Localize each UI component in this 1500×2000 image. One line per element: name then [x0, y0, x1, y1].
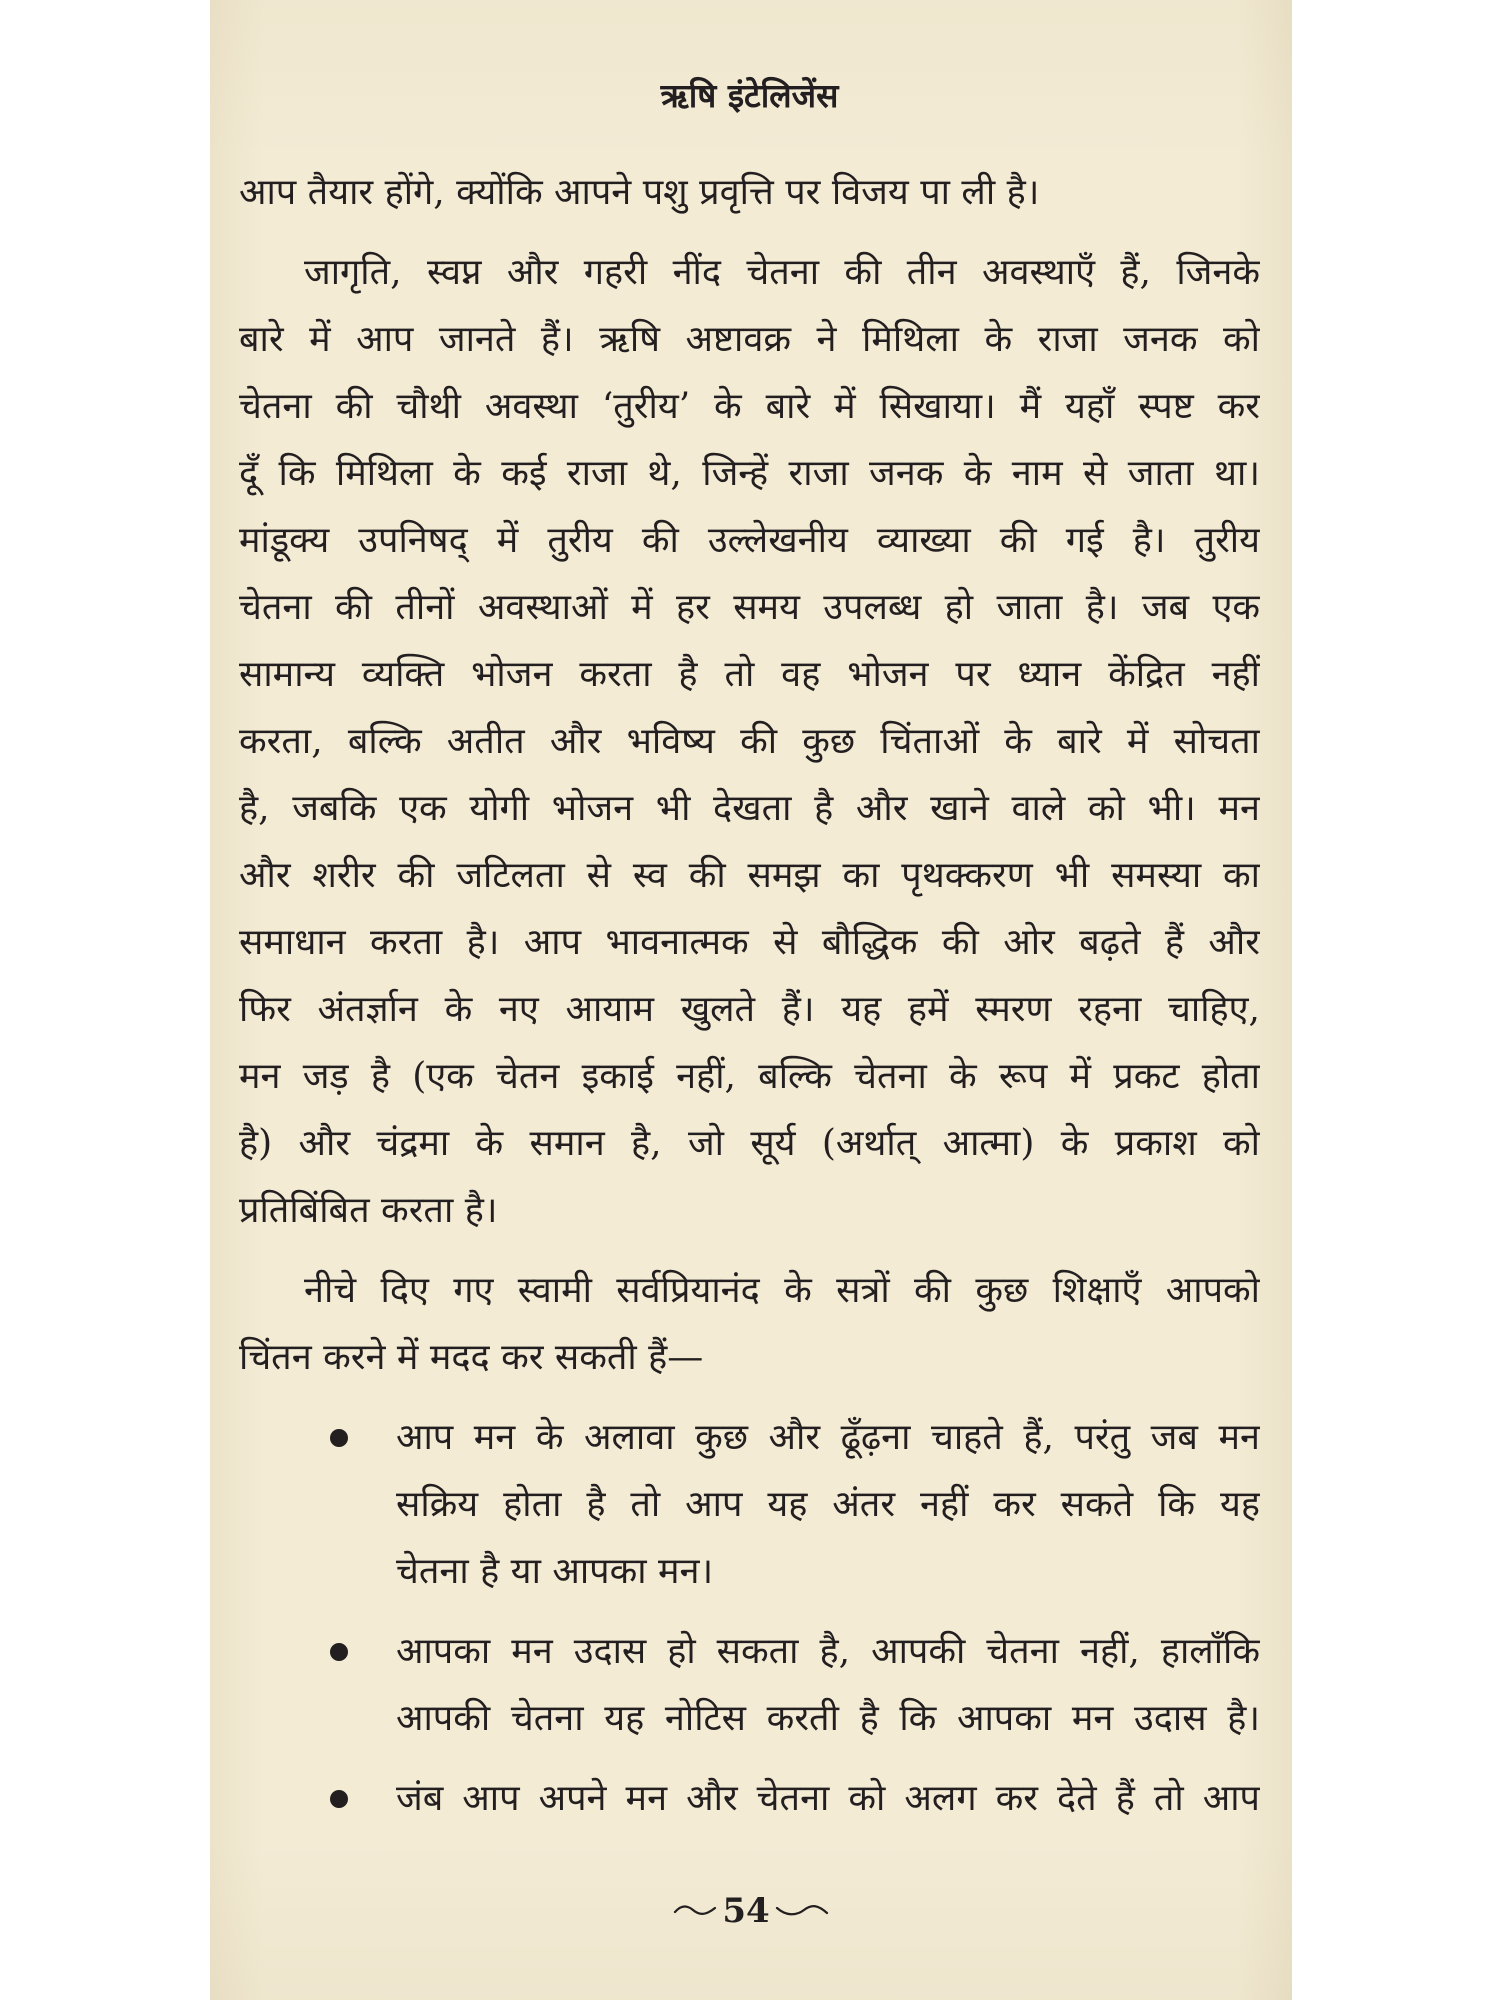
ornament-left-stroke: [675, 1906, 715, 1913]
text-line: आप तैयार होंगे, क्योंकि आपने पशु प्रवृत्ति पर विजय पा ली है।: [239, 172, 1040, 213]
bullet-item: [239, 1765, 1260, 1832]
text-line: समाधान करता है। आप भावनात्मक से बौद्धिक की ओर बढ़ते हैं और: [239, 922, 1260, 963]
running-header: ऋषि इंटेलिजेंस: [660, 76, 839, 115]
text-column: [239, 71, 1260, 1832]
ornament-right-icon: [774, 1901, 830, 1921]
paragraph-teachings-intro: [239, 1257, 1260, 1391]
text-line: मांडूक्य उपनिषद् में तुरीय की उल्लेखनीय व्याख्या की गई है। तुरीय: [239, 520, 1260, 561]
page-number: 54: [722, 1891, 770, 1931]
text-line: करता, बल्कि अतीत और भविष्य की कुछ चिंताओं के बारे में सोचता: [239, 721, 1260, 762]
text-line: है, जबकि एक योगी भोजन भी देखता है और खाने वाले को भी। मन: [239, 788, 1260, 829]
text-line: फिर अंतर्ज्ञान के नए आयाम खुलते हैं। यह हमें स्मरण रहना चाहिए,: [239, 989, 1260, 1030]
text-line: सामान्य व्यक्ति भोजन करता है तो वह भोजन पर ध्यान केंद्रित नहीं: [239, 654, 1260, 695]
text-line: जंब आप अपने मन और चेतना को अलग कर देते हैं तो आप: [396, 1778, 1260, 1819]
text-line: जागृति, स्वप्न और गहरी नींद चेतना की तीन अवस्थाएँ हैं, जिनके: [304, 252, 1260, 293]
text-line: चेतना की तीनों अवस्थाओं में हर समय उपलब्ध हो जाता है। जब एक: [239, 587, 1260, 628]
text-line: और शरीर की जटिलता से स्व की समझ का पृथक्करण भी समस्या का: [239, 855, 1260, 896]
page-footer: [210, 1886, 1292, 1936]
book-page: [210, 0, 1292, 2000]
text-line: चेतना है या आपका मन।: [396, 1551, 714, 1592]
text-line: आपकी चेतना यह नोटिस करती है कि आपका मन उदास है।: [396, 1698, 1260, 1739]
text-line: सक्रिय होता है तो आप यह अंतर नहीं कर सकते कि यह: [396, 1484, 1260, 1525]
text-line: प्रतिबिंबित करता है।: [239, 1190, 498, 1231]
text-line: आपका मन उदास हो सकता है, आपकी चेतना नहीं, हालाँकि: [396, 1631, 1260, 1672]
text-line: नीचे दिए गए स्वामी सर्वप्रियानंद के सत्रों की कुछ शिक्षाएँ आपको: [304, 1270, 1260, 1311]
text-line: बारे में आप जानते हैं। ऋषि अष्टावक्र ने मिथिला के राजा जनक को: [239, 319, 1260, 360]
ornament-right-stroke: [777, 1906, 827, 1914]
text-line: चिंतन करने में मदद कर सकती हैं—: [239, 1337, 704, 1378]
bullet-item: [239, 1618, 1260, 1752]
text-line: चेतना की चौथी अवस्था ‘तुरीय’ के बारे में सिखाया। मैं यहाँ स्पष्ट कर: [239, 386, 1260, 427]
paragraph-continuation: [239, 159, 1260, 226]
bullet-icon: [330, 1790, 348, 1808]
bullet-item: [239, 1404, 1260, 1605]
text-line: है) और चंद्रमा के समान है, जो सूर्य (अर्थात् आत्मा) के प्रकाश को: [239, 1123, 1260, 1164]
bullet-icon: [330, 1643, 348, 1661]
text-line: मन जड़ है (एक चेतन इकाई नहीं, बल्कि चेतना के रूप में प्रकट होता: [239, 1056, 1260, 1097]
paragraph-turiya: [239, 239, 1260, 1244]
text-line: आप मन के अलावा कुछ और ढूँढ़ना चाहते हैं, परंतु जब मन: [396, 1417, 1260, 1458]
ornament-left-icon: [672, 1901, 718, 1921]
bullet-icon: [330, 1429, 348, 1447]
text-line: दूँ कि मिथिला के कई राजा थे, जिन्हें राजा जनक के नाम से जाता था।: [239, 453, 1260, 494]
